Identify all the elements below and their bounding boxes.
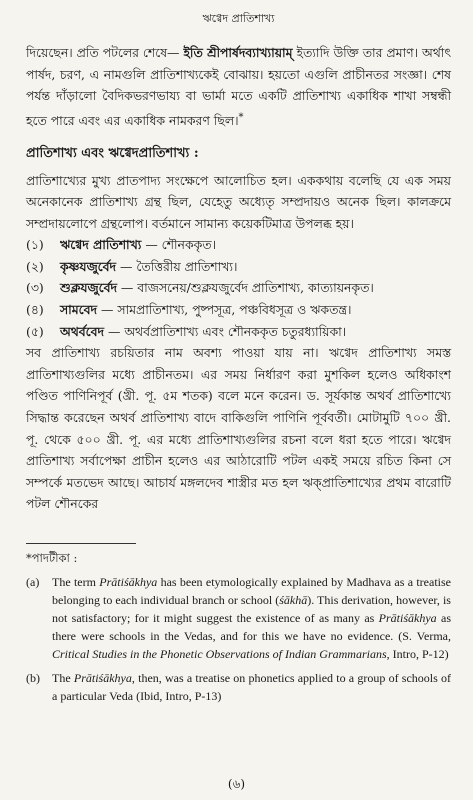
list-desc: — শৌনককৃত। <box>141 237 217 253</box>
list-title: শুক্লযজুর্বেদ <box>60 280 117 296</box>
footnote-b-label: (b) <box>26 671 40 685</box>
running-head: ঋগ্বেদ প্রাতিশাখ্য <box>202 12 275 25</box>
footnote-text: ). This derivation, however, is not satisfactory; for it might suggest the existence of as many as <box>52 593 451 625</box>
footnote-text: , then, was a treatise on phonetics applied to a group of schools of a particular Veda (Ibid, Intro, P-13) <box>52 671 452 703</box>
prātiśākhya-list <box>26 234 451 342</box>
paragraph-1-start: দিয়েছেন। প্রতি পটলের শেষে— <box>26 45 184 60</box>
section-heading: প্রাতিশাখ্য এবং ঋগ্বেদপ্রাতিশাখ্য : <box>26 145 199 161</box>
list-desc: — অথর্বপ্রাতিশাখ্য এবং শৌনককৃত চতুরধ্যায়িকা। <box>104 323 347 339</box>
page-number: (৬) <box>227 777 246 791</box>
footnote-label: *পাদটীকা : <box>26 551 78 565</box>
list-item <box>26 299 451 321</box>
list-desc: — সামপ্রাতিশাখ্য, পুষ্পসূত্র, পঞ্চবিধসূত্র ও ঋকতন্ত্র। <box>97 302 352 318</box>
paragraph-1-quote: ইতি শ্রীপার্ষদব্যাখ্যায়াম্ <box>183 45 293 60</box>
body-text <box>26 42 451 515</box>
footnote-a <box>26 573 451 663</box>
list-title: অথর্ববেদ <box>60 323 105 339</box>
footnote-text: , Intro, P-12) <box>386 647 449 661</box>
footnote-italic: Prātiśākhya <box>378 611 437 625</box>
footnote-marker: * <box>238 111 244 123</box>
list-desc: — বাজসনেয়/শুক্লযজুর্বেদ প্রাতিশাখ্য, কাত্যায়নকৃত। <box>116 280 374 296</box>
paragraph-3: সব প্রাতিশাখ্য রচয়িতার নাম অবশ্য পাওয়া যায় না। ঋগ্বেদ প্রাতিশাখ্য সমস্ত প্রাতিশাখ্যগুলির মধ্যে প্রাচীনতম। এর সময় নির্ধারণ করা মুশকিল হলেও অধিকাংশ পণ্ডিত পাণিনিপূর্ব (খ্রী. পূ. ৫ম শতক) বলে মনে করেন। ড. সূর্যকান্ত অথর্ব প্রাতিশাখ্যে সিদ্ধান্ত করেছেন অথর্ব প্রাতিশাখ্য বাদে বাকিগুলি পাণিনি পূর্ববর্তী। মোটামুটি ৭০০ খ্রী. পূ. থেকে ৫০০ খ্রী. পূ. এর মধ্যে প্রাতিশাখ্যগুলির রচনা বলে ধরা হতে পারে। ঋগ্বেদ প্রাতিশাখ্য সর্বাপেক্ষা প্রাচীন হলেও এর আঠারোটি পটল একই সময়ে রচিত কিনা সে সম্পর্কে মতভেদ আছে। আচার্য মঙ্গলদেব শাস্ত্রীর মত হল ঋক্প্রাতিশাখ্যের প্রথম বারোটি পটল শৌনকের <box>26 345 451 512</box>
paragraph-1-rest: ইত্যাদি উক্তি তার প্রমাণ। অর্থাৎ পার্ষদ, চরণ, এ নামগুলি প্রাতিশাখ্যকেই বোঝায়। হয়তো এগুলি প্রাচীনতর সংজ্ঞা। শেষ পর্যন্ত দাঁড়ালো বৈদিকভরণভায্য বা ভার্মা মতে একটি প্রাতিশাখ্য একাধিক শাখা সম্বন্ধী হতে পারে এবং এর একাধিক নামকরণ ছিল। <box>26 45 452 128</box>
list-item <box>26 277 451 299</box>
list-title: সামবেদ <box>60 302 98 318</box>
footnote-italic: Prātiśākhya <box>73 671 132 685</box>
list-item <box>26 321 451 343</box>
list-desc: — তৈত্তিরীয় প্রাতিশাখ্য। <box>116 258 238 274</box>
footnote-italic: śākhā <box>279 593 308 607</box>
footnote-text: has been etymologically explained by Madhava as a treatise belonging to each individual branch or school ( <box>52 575 451 607</box>
list-item <box>26 234 451 256</box>
list-number: (৩) <box>26 280 44 296</box>
footnote-divider <box>26 543 136 544</box>
paragraph-2: প্রাতিশাখ্যের মুখ্য প্রাতপাদ্য সংক্ষেপে আলোচিত হল। এককথায় বলেছি যে এক সময় অনেকানেক প্রাতিশাখ্য গ্রন্থ ছিল, যেহেতু অধ্যেতৃ সম্প্রদায়ও অনেক ছিল। কালক্রমে সম্প্রদায়লোপে গ্রন্থলোপ। বর্তমানে সামান্য কয়েকটিমাত্র উপলব্ধ হয়। <box>26 172 451 231</box>
list-title: ঋগ্বেদ প্রাতিশাখ্য <box>60 237 142 253</box>
list-number: (১) <box>26 237 44 253</box>
list-number: (২) <box>26 258 44 274</box>
footnote-a-label: (a) <box>26 575 40 589</box>
list-number: (৫) <box>26 323 44 339</box>
list-number: (৪) <box>26 302 44 318</box>
list-item <box>26 256 451 278</box>
footnote-italic: Prātiśākhya <box>99 575 158 589</box>
list-title: কৃষ্ণযজুর্বেদ <box>60 258 117 274</box>
footnote-citation-title: Critical Studies in the Phonetic Observations of Indian Grammarians <box>52 647 387 661</box>
footnote-text: The <box>52 671 74 685</box>
footnote-b <box>26 669 451 705</box>
footnote-text: The term <box>52 575 100 589</box>
footnote-text: as there were schools in the Vedas, and for this we have no evidence. (S. Verma, <box>52 611 452 643</box>
paragraph-1 <box>26 42 451 132</box>
